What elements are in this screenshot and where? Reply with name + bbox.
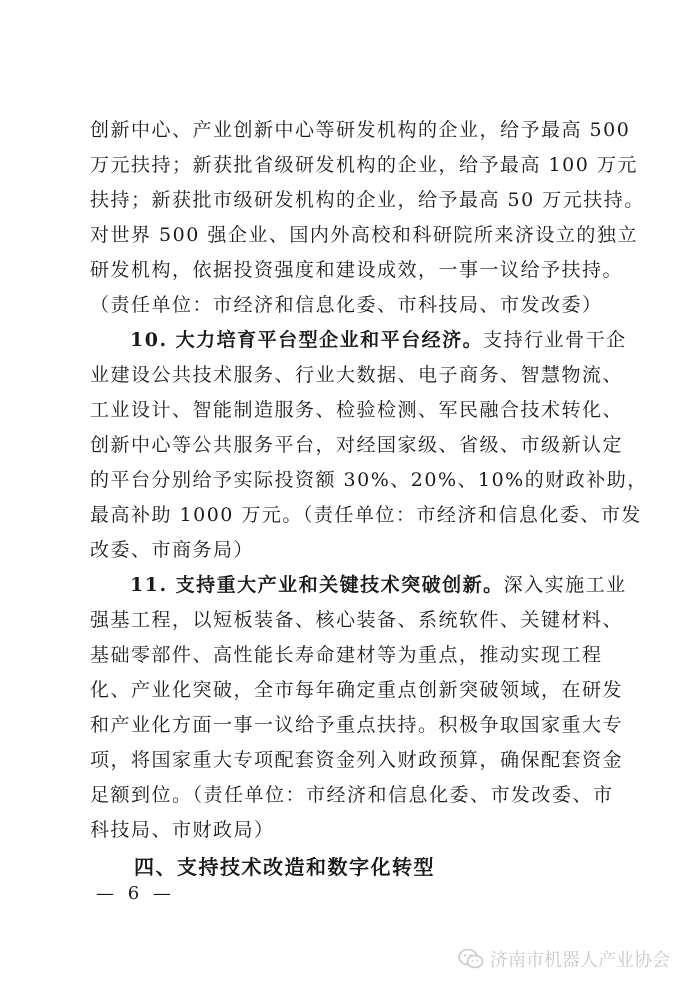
paragraph-line: 最高补助 1000 万元。（责任单位：市经济和信息化委、市发 [90, 504, 642, 526]
watermark-text: 济南市机器人产业协会 [490, 950, 670, 971]
paragraph-line: 扶持；新获批市级研发机构的企业，给予最高 50 万元扶持。 [90, 189, 645, 211]
watermark [458, 946, 670, 972]
item-10-title: 10. 大力培育平台型企业和平台经济。 [130, 329, 484, 351]
paragraph-line: 科技局、市财政局） [90, 819, 275, 841]
paragraph-line: 创新中心、产业创新中心等研发机构的企业，给予最高 500 [90, 119, 631, 141]
paragraph-line: 足额到位。（责任单位：市经济和信息化委、市发改委、市 [90, 784, 614, 806]
item-10-first-rest: 支持行业骨干企 [483, 329, 627, 351]
page-number: — 6 — [96, 883, 175, 904]
paragraph-line: 强基工程，以短板装备、核心装备、系统软件、关键材料、 [90, 609, 624, 631]
paragraph-line: 项，将国家重大专项配套资金列入财政预算，确保配套资金 [90, 749, 624, 771]
item-11-first-line [130, 571, 627, 599]
item-11-title: 11. 支持重大产业和关键技术突破创新。 [130, 574, 504, 596]
item-11-first-rest: 深入实施工业 [503, 574, 627, 596]
paragraph-line: 万元扶持；新获批省级研发机构的企业，给予最高 100 万元 [90, 154, 638, 176]
wechat-icon [458, 948, 484, 970]
paragraph-line: 工业设计、智能制造服务、检验检测、军民融合技术转化、 [90, 399, 624, 421]
paragraph-line: 研发机构，依据投资强度和建设成效，一事一议给予扶持。 [90, 259, 624, 281]
paragraph-line: 基础零部件、高性能长寿命建材等为重点，推动实现工程 [90, 644, 603, 666]
paragraph-line: 对世界 500 强企业、国内外高校和科研院所来济设立的独立 [90, 224, 638, 246]
paragraph-line: 创新中心等公共服务平台，对经国家级、省级、市级新认定 [90, 434, 624, 456]
paragraph-line: 业建设公共技术服务、行业大数据、电子商务、智慧物流、 [90, 364, 624, 386]
paragraph-line: （责任单位：市经济和信息化委、市科技局、市发改委） [90, 294, 603, 316]
paragraph-line: 化、产业化突破，全市每年确定重点创新突破领域，在研发 [90, 679, 624, 701]
section-heading: 四、支持技术改造和数字化转型 [134, 855, 435, 879]
paragraph-line: 的平台分别给予实际投资额 30%、20%、10%的财政补助， [90, 469, 648, 491]
paragraph-line: 改委、市商务局） [90, 539, 255, 561]
paragraph-line: 和产业化方面一事一议给予重点扶持。积极争取国家重大专 [90, 714, 624, 736]
item-10-first-line [130, 326, 627, 354]
